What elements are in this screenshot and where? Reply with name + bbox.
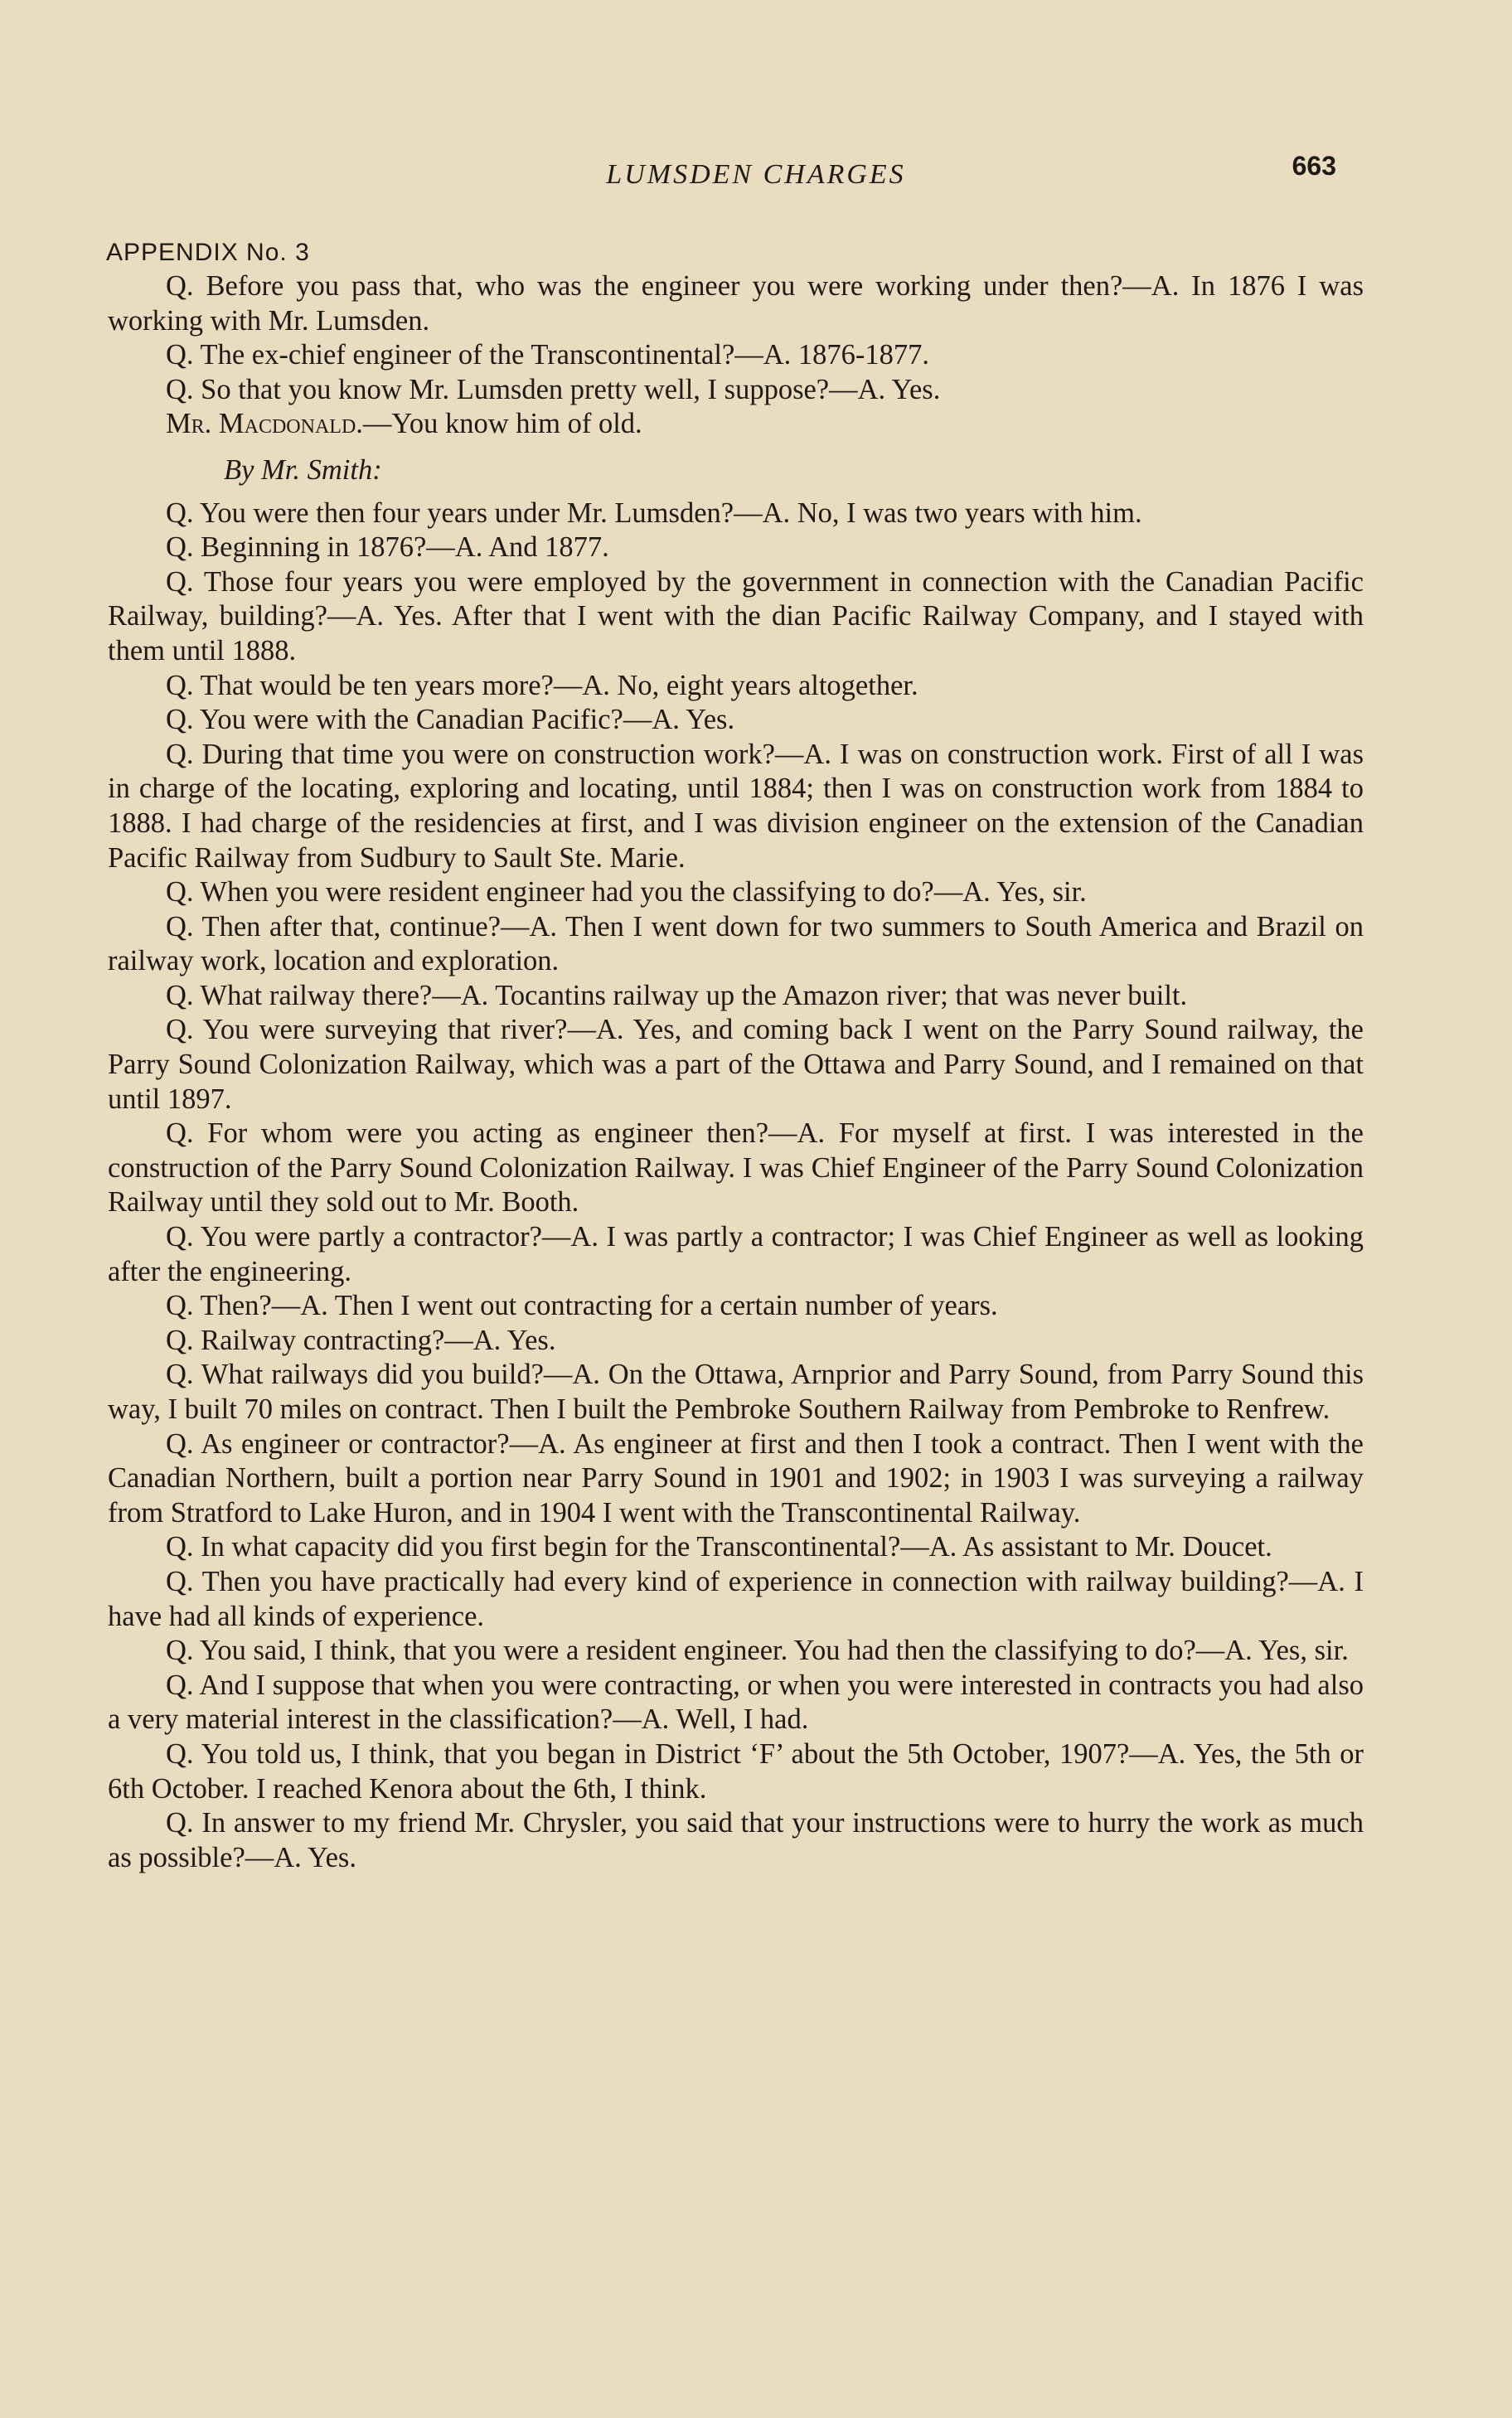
paragraph: Q. Then after that, continue?—A. Then I went down for two summers to South America and Brazil on railway work, location and exploration. xyxy=(108,910,1364,977)
paragraph: Q. You told us, I think, that you began in District ‘F’ about the 5th October, 1907?—A. Yes, the 5th or 6th October. I reached Kenora about the 6th, I think. xyxy=(108,1737,1364,1805)
speaker-text: —You know him of old. xyxy=(362,408,642,440)
paragraph: Q. That would be ten years more?—A. No, eight years altogether. xyxy=(166,669,918,701)
speaker-label: Mr. Macdonald. xyxy=(166,408,363,440)
paragraph: Q. You were surveying that river?—A. Yes, and coming back I went on the Parry Sound railway, the Parry Sound Colonization Railway, which was a part of the Ottawa and Parry Sound, and I remained on that until 1897. xyxy=(108,1014,1364,1115)
paragraph: Q. Railway contracting?—A. Yes. xyxy=(166,1324,556,1356)
paragraph: Q. You were with the Canadian Pacific?—A. Yes. xyxy=(166,704,735,736)
paragraph: Q. You said, I think, that you were a resident engineer. You had then the classifying to do?—A. Yes, sir. xyxy=(166,1635,1349,1667)
paragraph: Q. Beginning in 1876?—A. And 1877. xyxy=(166,531,609,564)
paragraph: Q. You were then four years under Mr. Lumsden?—A. No, I was two years with him. xyxy=(166,497,1142,529)
appendix-label: APPENDIX No. 3 xyxy=(106,239,310,266)
page-header xyxy=(0,151,1512,201)
paragraph: Q. When you were resident engineer had you the classifying to do?—A. Yes, sir. xyxy=(166,876,1087,909)
paragraph-speaker xyxy=(108,407,1364,442)
paragraph: Q. In what capacity did you first begin for the Transcontinental?—A. As assistant to Mr. Doucet. xyxy=(166,1531,1272,1563)
paragraph: Q. Then?—A. Then I went out contracting for a certain number of years. xyxy=(166,1290,998,1322)
page-number: 663 xyxy=(1292,151,1336,181)
paragraph: Q. Then you have practically had every kind of experience in connection with railway building?—A. I have had all kinds of experience. xyxy=(108,1565,1364,1632)
paragraph: Q. As engineer or contractor?—A. As engineer at first and then I took a contract. Then I went with the Canadian Northern, built a portion near Parry Sound in 1901 and 1902; in 1903 I was surveying a railway from Stratford to Lake Huron, and in 1904 I went with the Transcontinental Railway. xyxy=(108,1427,1364,1529)
examiner-byline: By Mr. Smith: xyxy=(224,453,382,486)
paragraph: Q. What railways did you build?—A. On the Ottawa, Arnprior and Parry Sound, from Parry Sound this way, I built 70 miles on contract. Then I built the Pembroke Southern Railway from Pembroke to Renfrew. xyxy=(108,1359,1364,1425)
paragraph: Q. And I suppose that when you were contracting, or when you were interested in contracts you had also a very material interest in the classification?—A. Well, I had. xyxy=(108,1669,1364,1736)
paragraph: Q. What railway there?—A. Tocantins railway up the Amazon river; that was never built. xyxy=(166,979,1188,1011)
paragraph: Q. During that time you were on construction work?—A. I was on construction work. First of all I was in charge of the locating, exploring and locating, until 1884; then I was on construction work from 1884 to 1888. I had charge of the residencies at first, and I was division engineer on the extension of the Canadian Pacific Railway from Sudbury to Sault Ste. Marie. xyxy=(108,738,1364,874)
paragraph: Q. For whom were you acting as engineer then?—A. For myself at first. I was interested in the construction of the Parry Sound Colonization Railway. I was Chief Engineer of the Parry Sound Colonization Railway until they sold out to Mr. Booth. xyxy=(108,1117,1364,1219)
paragraph: Q. So that you know Mr. Lumsden pretty well, I suppose?—A. Yes. xyxy=(166,373,941,405)
paragraph: Q. Before you pass that, who was the engineer you were working under then?—A. In 1876 I was working with Mr. Lumsden. xyxy=(108,270,1364,337)
paragraph: Q. You were partly a contractor?—A. I was partly a contractor; I was Chief Engineer as well as looking after the engineering. xyxy=(108,1221,1364,1287)
running-title: LUMSDEN CHARGES xyxy=(606,159,906,190)
paragraph: Q. In answer to my friend Mr. Chrysler, you said that your instructions were to hurry the work as much as possible?—A. Yes. xyxy=(108,1807,1364,1873)
paragraph: Q. The ex-chief engineer of the Transcontinental?—A. 1876-1877. xyxy=(166,339,930,371)
paragraph: Q. Those four years you were employed by the government in connection with the Canadian Pacific Railway, building?—A. Yes. After that I went with the dian Pacific Railway Company, and I stayed with them until 1888. xyxy=(108,565,1364,666)
testimony-text xyxy=(108,269,1364,1875)
